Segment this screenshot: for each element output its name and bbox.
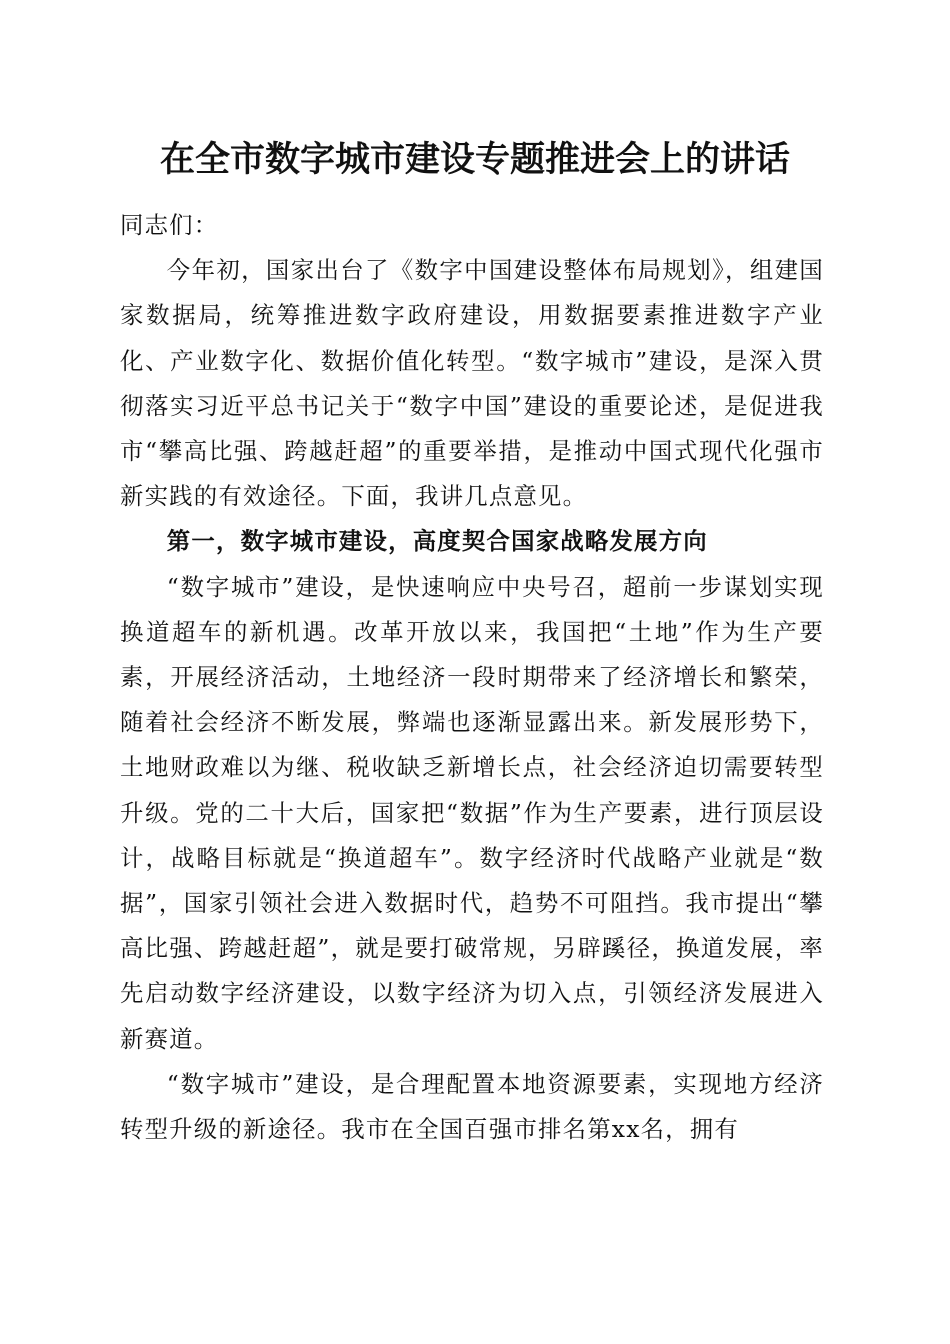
section-heading-first: 第一，数字城市建设，高度契合国家战略发展方向 [166, 527, 708, 556]
paragraph-intro: 今年初，国家出台了《数字中国建设整体布局规划》，组建国家数据局，统筹推进数字政府建设，用数据要素推进数字产业化、产业数字化、数据价值化转型。“数字城市”建设，是深入贯彻落实习近平总书记关于“数字中国”建设的重要论述，是促进我市“攀高比强、跨越赶超”的重要举措，是推动中国式现代化强市新实践的有效途径。下面，我讲几点意见。 [120, 256, 824, 511]
paragraph-digital-city-resources: “数字城市”建设，是合理配置本地资源要素，实现地方经济转型升级的新途径。我市在全国百强市排名第xx名，拥有 [120, 1069, 824, 1144]
document-title: 在全市数字城市建设专题推进会上的讲话 [159, 139, 790, 180]
document-body [120, 203, 824, 1152]
salutation: 同志们： [120, 211, 219, 239]
paragraph-digital-city-opportunity: “数字城市”建设，是快速响应中央号召，超前一步谋划实现换道超车的新机遇。改革开放以来，我国把“土地”作为生产要素，开展经济活动，土地经济一段时期带来了经济增长和繁荣，随着社会经济不断发展，弊端也逐渐显露出来。新发展形势下，土地财政难以为继、税收缺乏新增长点，社会经济迫切需要转型升级。党的二十大后，国家把“数据”作为生产要素，进行顶层设计，战略目标就是“换道超车”。数字经济时代战略产业就是“数据”，国家引领社会进入数据时代，趋势不可阻挡。我市提出“攀高比强、跨越赶超”，就是要打破常规，另辟蹊径，换道发展，率先启动数字经济建设，以数字经济为切入点，引领经济发展进入新赛道。 [120, 572, 824, 1053]
